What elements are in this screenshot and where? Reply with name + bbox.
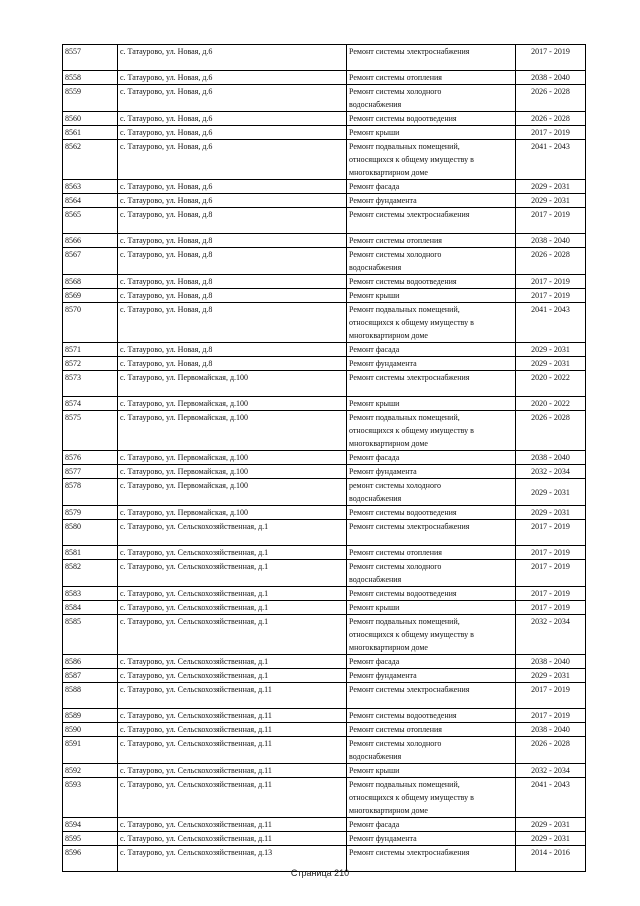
- period-cell: 2041 - 2043: [516, 778, 586, 818]
- table-row: [63, 208, 586, 234]
- work-type-line: водоснабжения: [349, 575, 402, 584]
- address-cell: с. Татаурово, ул. Сельскохозяйственная, д.1: [118, 560, 347, 587]
- address-cell: с. Татаурово, ул. Сельскохозяйственная, д.11: [118, 723, 347, 737]
- work-type-cell: [347, 683, 516, 709]
- period-cell: 2041 - 2043: [516, 140, 586, 180]
- row-number-cell: 8571: [63, 343, 118, 357]
- row-number-cell: 8559: [63, 85, 118, 112]
- period-cell: 2029 - 2031: [516, 832, 586, 846]
- work-type-cell: [347, 180, 516, 194]
- row-number-cell: 8572: [63, 357, 118, 371]
- table-row: [63, 601, 586, 615]
- address-cell: с. Татаурово, ул. Новая, д.8: [118, 234, 347, 248]
- work-type-line: Ремонт фасада: [349, 657, 400, 666]
- row-number-cell: 8589: [63, 709, 118, 723]
- table-row: [63, 85, 586, 112]
- period-cell: 2026 - 2028: [516, 411, 586, 451]
- work-type-line: Ремонт системы отопления: [349, 548, 442, 557]
- row-number-cell: 8565: [63, 208, 118, 234]
- work-type-cell: [347, 371, 516, 397]
- work-type-line: Ремонт системы электроснабжения: [349, 47, 470, 56]
- work-type-cell: [347, 737, 516, 764]
- address-cell: с. Татаурово, ул. Новая, д.6: [118, 85, 347, 112]
- row-number-cell: 8587: [63, 669, 118, 683]
- row-number-cell: 8560: [63, 112, 118, 126]
- row-number-cell: 8580: [63, 520, 118, 546]
- work-type-line: многоквартирном доме: [349, 806, 428, 815]
- period-cell: 2017 - 2019: [516, 45, 586, 71]
- work-type-line: Ремонт системы холодного: [349, 562, 442, 571]
- row-number-cell: 8584: [63, 601, 118, 615]
- work-type-cell: [347, 234, 516, 248]
- address-cell: с. Татаурово, ул. Новая, д.8: [118, 248, 347, 275]
- row-number-cell: 8590: [63, 723, 118, 737]
- address-cell: с. Татаурово, ул. Новая, д.6: [118, 194, 347, 208]
- work-type-line: Ремонт фасада: [349, 182, 400, 191]
- work-type-line: относящихся к общему имуществу в: [349, 426, 474, 435]
- work-type-cell: [347, 45, 516, 71]
- table-row: [63, 140, 586, 180]
- table-row: [63, 520, 586, 546]
- period-cell: 2026 - 2028: [516, 248, 586, 275]
- row-number-cell: 8583: [63, 587, 118, 601]
- work-type-line: относящихся к общему имуществу в: [349, 630, 474, 639]
- row-number-cell: 8588: [63, 683, 118, 709]
- work-type-cell: [347, 778, 516, 818]
- address-cell: с. Татаурово, ул. Новая, д.8: [118, 275, 347, 289]
- work-type-line: многоквартирном доме: [349, 331, 428, 340]
- work-type-cell: [347, 71, 516, 85]
- table-row: [63, 709, 586, 723]
- address-cell: с. Татаурово, ул. Новая, д.8: [118, 208, 347, 234]
- page-footer: [0, 868, 640, 878]
- period-cell: 2017 - 2019: [516, 546, 586, 560]
- work-type-line: водоснабжения: [349, 752, 402, 761]
- work-type-cell: [347, 397, 516, 411]
- table-row: [63, 112, 586, 126]
- table-row: [63, 357, 586, 371]
- address-cell: с. Татаурово, ул. Сельскохозяйственная, д.13: [118, 846, 347, 872]
- table-row: [63, 683, 586, 709]
- row-number-cell: 8562: [63, 140, 118, 180]
- row-number-cell: 8561: [63, 126, 118, 140]
- work-type-line: многоквартирном доме: [349, 439, 428, 448]
- table-row: [63, 411, 586, 451]
- address-cell: с. Татаурово, ул. Новая, д.6: [118, 45, 347, 71]
- work-type-cell: [347, 275, 516, 289]
- work-type-line: Ремонт системы отопления: [349, 725, 442, 734]
- period-cell: 2041 - 2043: [516, 303, 586, 343]
- row-number-cell: 8566: [63, 234, 118, 248]
- address-cell: с. Татаурово, ул. Сельскохозяйственная, д.11: [118, 832, 347, 846]
- work-type-cell: [347, 248, 516, 275]
- work-type-cell: [347, 126, 516, 140]
- row-number-cell: 8596: [63, 846, 118, 872]
- work-type-line: Ремонт крыши: [349, 291, 400, 300]
- table-row: [63, 479, 586, 506]
- work-type-line: Ремонт системы отопления: [349, 236, 442, 245]
- row-number-cell: 8568: [63, 275, 118, 289]
- row-number-cell: 8575: [63, 411, 118, 451]
- period-cell: 2020 - 2022: [516, 371, 586, 397]
- period-cell: 2017 - 2019: [516, 587, 586, 601]
- period-cell: 2020 - 2022: [516, 397, 586, 411]
- address-cell: с. Татаурово, ул. Сельскохозяйственная, д.11: [118, 818, 347, 832]
- work-type-cell: [347, 140, 516, 180]
- period-cell: 2014 - 2016: [516, 846, 586, 872]
- table-row: [63, 289, 586, 303]
- period-cell: 2029 - 2031: [516, 194, 586, 208]
- address-cell: с. Татаурово, ул. Новая, д.8: [118, 303, 347, 343]
- table-row: [63, 764, 586, 778]
- address-cell: с. Татаурово, ул. Первомайская, д.100: [118, 451, 347, 465]
- work-type-line: Ремонт крыши: [349, 766, 400, 775]
- row-number-cell: 8576: [63, 451, 118, 465]
- address-cell: с. Татаурово, ул. Сельскохозяйственная, д.1: [118, 669, 347, 683]
- work-type-cell: [347, 601, 516, 615]
- row-number-cell: 8592: [63, 764, 118, 778]
- work-type-line: Ремонт фундамента: [349, 467, 417, 476]
- row-number-cell: 8574: [63, 397, 118, 411]
- address-cell: с. Татаурово, ул. Новая, д.6: [118, 126, 347, 140]
- work-type-cell: [347, 357, 516, 371]
- work-type-line: Ремонт подвальных помещений,: [349, 617, 460, 626]
- address-cell: с. Татаурово, ул. Новая, д.6: [118, 140, 347, 180]
- work-type-line: ремонт системы холодного: [349, 481, 442, 490]
- period-cell: 2029 - 2031: [516, 669, 586, 683]
- row-number-cell: 8563: [63, 180, 118, 194]
- table-row: [63, 194, 586, 208]
- address-cell: с. Татаурово, ул. Новая, д.8: [118, 343, 347, 357]
- period-cell: 2032 - 2034: [516, 764, 586, 778]
- row-number-cell: 8595: [63, 832, 118, 846]
- row-number-cell: 8586: [63, 655, 118, 669]
- work-type-line: многоквартирном доме: [349, 168, 428, 177]
- period-cell: 2017 - 2019: [516, 560, 586, 587]
- period-cell: 2026 - 2028: [516, 112, 586, 126]
- row-number-cell: 8564: [63, 194, 118, 208]
- work-type-line: Ремонт подвальных помещений,: [349, 305, 460, 314]
- work-type-line: Ремонт подвальных помещений,: [349, 142, 460, 151]
- work-type-line: Ремонт крыши: [349, 399, 400, 408]
- work-type-cell: [347, 560, 516, 587]
- work-type-cell: [347, 709, 516, 723]
- work-type-line: Ремонт крыши: [349, 603, 400, 612]
- work-type-line: Ремонт системы холодного: [349, 739, 442, 748]
- table-row: [63, 451, 586, 465]
- address-cell: с. Татаурово, ул. Сельскохозяйственная, д.1: [118, 615, 347, 655]
- work-type-line: Ремонт системы электроснабжения: [349, 848, 470, 857]
- work-type-line: Ремонт системы электроснабжения: [349, 210, 470, 219]
- period-cell: 2029 - 2031: [516, 506, 586, 520]
- work-type-line: Ремонт системы водоотведения: [349, 277, 457, 286]
- address-cell: с. Татаурово, ул. Сельскохозяйственная, д.1: [118, 546, 347, 560]
- address-cell: с. Татаурово, ул. Новая, д.8: [118, 289, 347, 303]
- table-row: [63, 45, 586, 71]
- work-type-cell: [347, 655, 516, 669]
- table-row: [63, 180, 586, 194]
- work-type-cell: [347, 451, 516, 465]
- address-cell: с. Татаурово, ул. Сельскохозяйственная, д.11: [118, 709, 347, 723]
- work-type-line: Ремонт фасада: [349, 820, 400, 829]
- row-number-cell: 8558: [63, 71, 118, 85]
- work-type-line: водоснабжения: [349, 494, 402, 503]
- period-cell: 2032 - 2034: [516, 465, 586, 479]
- work-type-line: Ремонт фундамента: [349, 196, 417, 205]
- period-cell: 2029 - 2031: [516, 180, 586, 194]
- work-type-line: Ремонт системы водоотведения: [349, 114, 457, 123]
- period-cell: 2038 - 2040: [516, 451, 586, 465]
- address-cell: с. Татаурово, ул. Сельскохозяйственная, д.11: [118, 683, 347, 709]
- table-row: [63, 506, 586, 520]
- work-type-line: Ремонт крыши: [349, 128, 400, 137]
- work-type-cell: [347, 764, 516, 778]
- work-type-line: Ремонт системы электроснабжения: [349, 685, 470, 694]
- period-cell: 2017 - 2019: [516, 275, 586, 289]
- table-row: [63, 343, 586, 357]
- table-row: [63, 465, 586, 479]
- address-cell: с. Татаурово, ул. Первомайская, д.100: [118, 371, 347, 397]
- address-cell: с. Татаурово, ул. Новая, д.6: [118, 180, 347, 194]
- row-number-cell: 8585: [63, 615, 118, 655]
- period-cell: 2038 - 2040: [516, 723, 586, 737]
- work-type-cell: [347, 411, 516, 451]
- work-type-line: Ремонт фундамента: [349, 359, 417, 368]
- work-type-cell: [347, 303, 516, 343]
- work-type-line: многоквартирном доме: [349, 643, 428, 652]
- period-cell: 2038 - 2040: [516, 234, 586, 248]
- work-type-line: Ремонт системы водоотведения: [349, 711, 457, 720]
- address-cell: с. Татаурово, ул. Сельскохозяйственная, д.11: [118, 764, 347, 778]
- work-type-line: Ремонт системы электроснабжения: [349, 373, 470, 382]
- work-type-cell: [347, 289, 516, 303]
- table-row: [63, 832, 586, 846]
- work-type-line: Ремонт подвальных помещений,: [349, 413, 460, 422]
- table-row: [63, 248, 586, 275]
- period-cell: 2032 - 2034: [516, 615, 586, 655]
- row-number-cell: 8567: [63, 248, 118, 275]
- table-row: [63, 778, 586, 818]
- period-cell: 2029 - 2031: [516, 357, 586, 371]
- period-cell: 2017 - 2019: [516, 520, 586, 546]
- work-type-cell: [347, 506, 516, 520]
- address-cell: с. Татаурово, ул. Сельскохозяйственная, д.11: [118, 778, 347, 818]
- period-cell: 2029 - 2031: [516, 479, 586, 506]
- work-type-cell: [347, 818, 516, 832]
- work-type-cell: [347, 194, 516, 208]
- work-type-line: Ремонт системы электроснабжения: [349, 522, 470, 531]
- address-cell: с. Татаурово, ул. Новая, д.6: [118, 112, 347, 126]
- work-type-cell: [347, 723, 516, 737]
- period-cell: 2038 - 2040: [516, 71, 586, 85]
- work-type-line: относящихся к общему имуществу в: [349, 155, 474, 164]
- row-number-cell: 8582: [63, 560, 118, 587]
- address-cell: с. Татаурово, ул. Первомайская, д.100: [118, 411, 347, 451]
- address-cell: с. Татаурово, ул. Сельскохозяйственная, д.1: [118, 655, 347, 669]
- work-type-line: водоснабжения: [349, 100, 402, 109]
- row-number-cell: 8579: [63, 506, 118, 520]
- work-type-cell: [347, 546, 516, 560]
- table-row: [63, 275, 586, 289]
- period-cell: 2038 - 2040: [516, 655, 586, 669]
- table-row: [63, 397, 586, 411]
- period-cell: 2026 - 2028: [516, 737, 586, 764]
- address-cell: с. Татаурово, ул. Первомайская, д.100: [118, 397, 347, 411]
- period-cell: 2017 - 2019: [516, 683, 586, 709]
- row-number-cell: 8591: [63, 737, 118, 764]
- work-type-line: Ремонт системы холодного: [349, 87, 442, 96]
- work-type-line: Ремонт системы отопления: [349, 73, 442, 82]
- work-type-cell: [347, 520, 516, 546]
- work-type-line: Ремонт фасада: [349, 453, 400, 462]
- work-type-line: водоснабжения: [349, 263, 402, 272]
- address-cell: с. Татаурово, ул. Первомайская, д.100: [118, 506, 347, 520]
- row-number-cell: 8570: [63, 303, 118, 343]
- address-cell: с. Татаурово, ул. Новая, д.6: [118, 71, 347, 85]
- address-cell: с. Татаурово, ул. Сельскохозяйственная, д.11: [118, 737, 347, 764]
- work-type-line: Ремонт фундамента: [349, 834, 417, 843]
- row-number-cell: 8581: [63, 546, 118, 560]
- period-cell: 2017 - 2019: [516, 709, 586, 723]
- page-number: Страница 210: [290, 868, 350, 878]
- table-row: [63, 723, 586, 737]
- work-type-line: Ремонт системы холодного: [349, 250, 442, 259]
- work-type-cell: [347, 112, 516, 126]
- table-row: [63, 546, 586, 560]
- table-row: [63, 303, 586, 343]
- row-number-cell: 8594: [63, 818, 118, 832]
- work-type-cell: [347, 343, 516, 357]
- work-type-cell: [347, 208, 516, 234]
- work-type-line: относящихся к общему имуществу в: [349, 318, 474, 327]
- work-type-line: относящихся к общему имуществу в: [349, 793, 474, 802]
- address-cell: с. Татаурово, ул. Сельскохозяйственная, д.1: [118, 601, 347, 615]
- table-row: [63, 737, 586, 764]
- work-type-line: Ремонт подвальных помещений,: [349, 780, 460, 789]
- address-cell: с. Татаурово, ул. Сельскохозяйственная, д.1: [118, 587, 347, 601]
- table-row: [63, 234, 586, 248]
- row-number-cell: 8569: [63, 289, 118, 303]
- work-type-line: Ремонт системы водоотведения: [349, 508, 457, 517]
- table-row: [63, 560, 586, 587]
- table-row: [63, 669, 586, 683]
- address-cell: с. Татаурово, ул. Новая, д.8: [118, 357, 347, 371]
- table-row: [63, 818, 586, 832]
- period-cell: 2017 - 2019: [516, 208, 586, 234]
- row-number-cell: 8578: [63, 479, 118, 506]
- table-row: [63, 126, 586, 140]
- work-type-cell: [347, 832, 516, 846]
- work-type-cell: [347, 615, 516, 655]
- row-number-cell: 8577: [63, 465, 118, 479]
- table-row: [63, 71, 586, 85]
- work-type-line: Ремонт фундамента: [349, 671, 417, 680]
- work-type-cell: [347, 85, 516, 112]
- period-cell: 2029 - 2031: [516, 818, 586, 832]
- work-type-cell: [347, 587, 516, 601]
- address-cell: с. Татаурово, ул. Первомайская, д.100: [118, 465, 347, 479]
- table-row: [63, 655, 586, 669]
- period-cell: 2017 - 2019: [516, 601, 586, 615]
- work-type-cell: [347, 465, 516, 479]
- table-row: [63, 371, 586, 397]
- table-row: [63, 587, 586, 601]
- work-type-line: Ремонт системы водоотведения: [349, 589, 457, 598]
- row-number-cell: 8593: [63, 778, 118, 818]
- work-type-cell: [347, 669, 516, 683]
- row-number-cell: 8557: [63, 45, 118, 71]
- work-type-cell: [347, 479, 516, 506]
- table-row: [63, 615, 586, 655]
- period-cell: 2017 - 2019: [516, 289, 586, 303]
- register-table: [62, 44, 586, 872]
- period-cell: 2017 - 2019: [516, 126, 586, 140]
- period-cell: 2029 - 2031: [516, 343, 586, 357]
- row-number-cell: 8573: [63, 371, 118, 397]
- work-type-line: Ремонт фасада: [349, 345, 400, 354]
- address-cell: с. Татаурово, ул. Первомайская, д.100: [118, 479, 347, 506]
- register-table-body: [63, 45, 586, 872]
- address-cell: с. Татаурово, ул. Сельскохозяйственная, д.1: [118, 520, 347, 546]
- period-cell: 2026 - 2028: [516, 85, 586, 112]
